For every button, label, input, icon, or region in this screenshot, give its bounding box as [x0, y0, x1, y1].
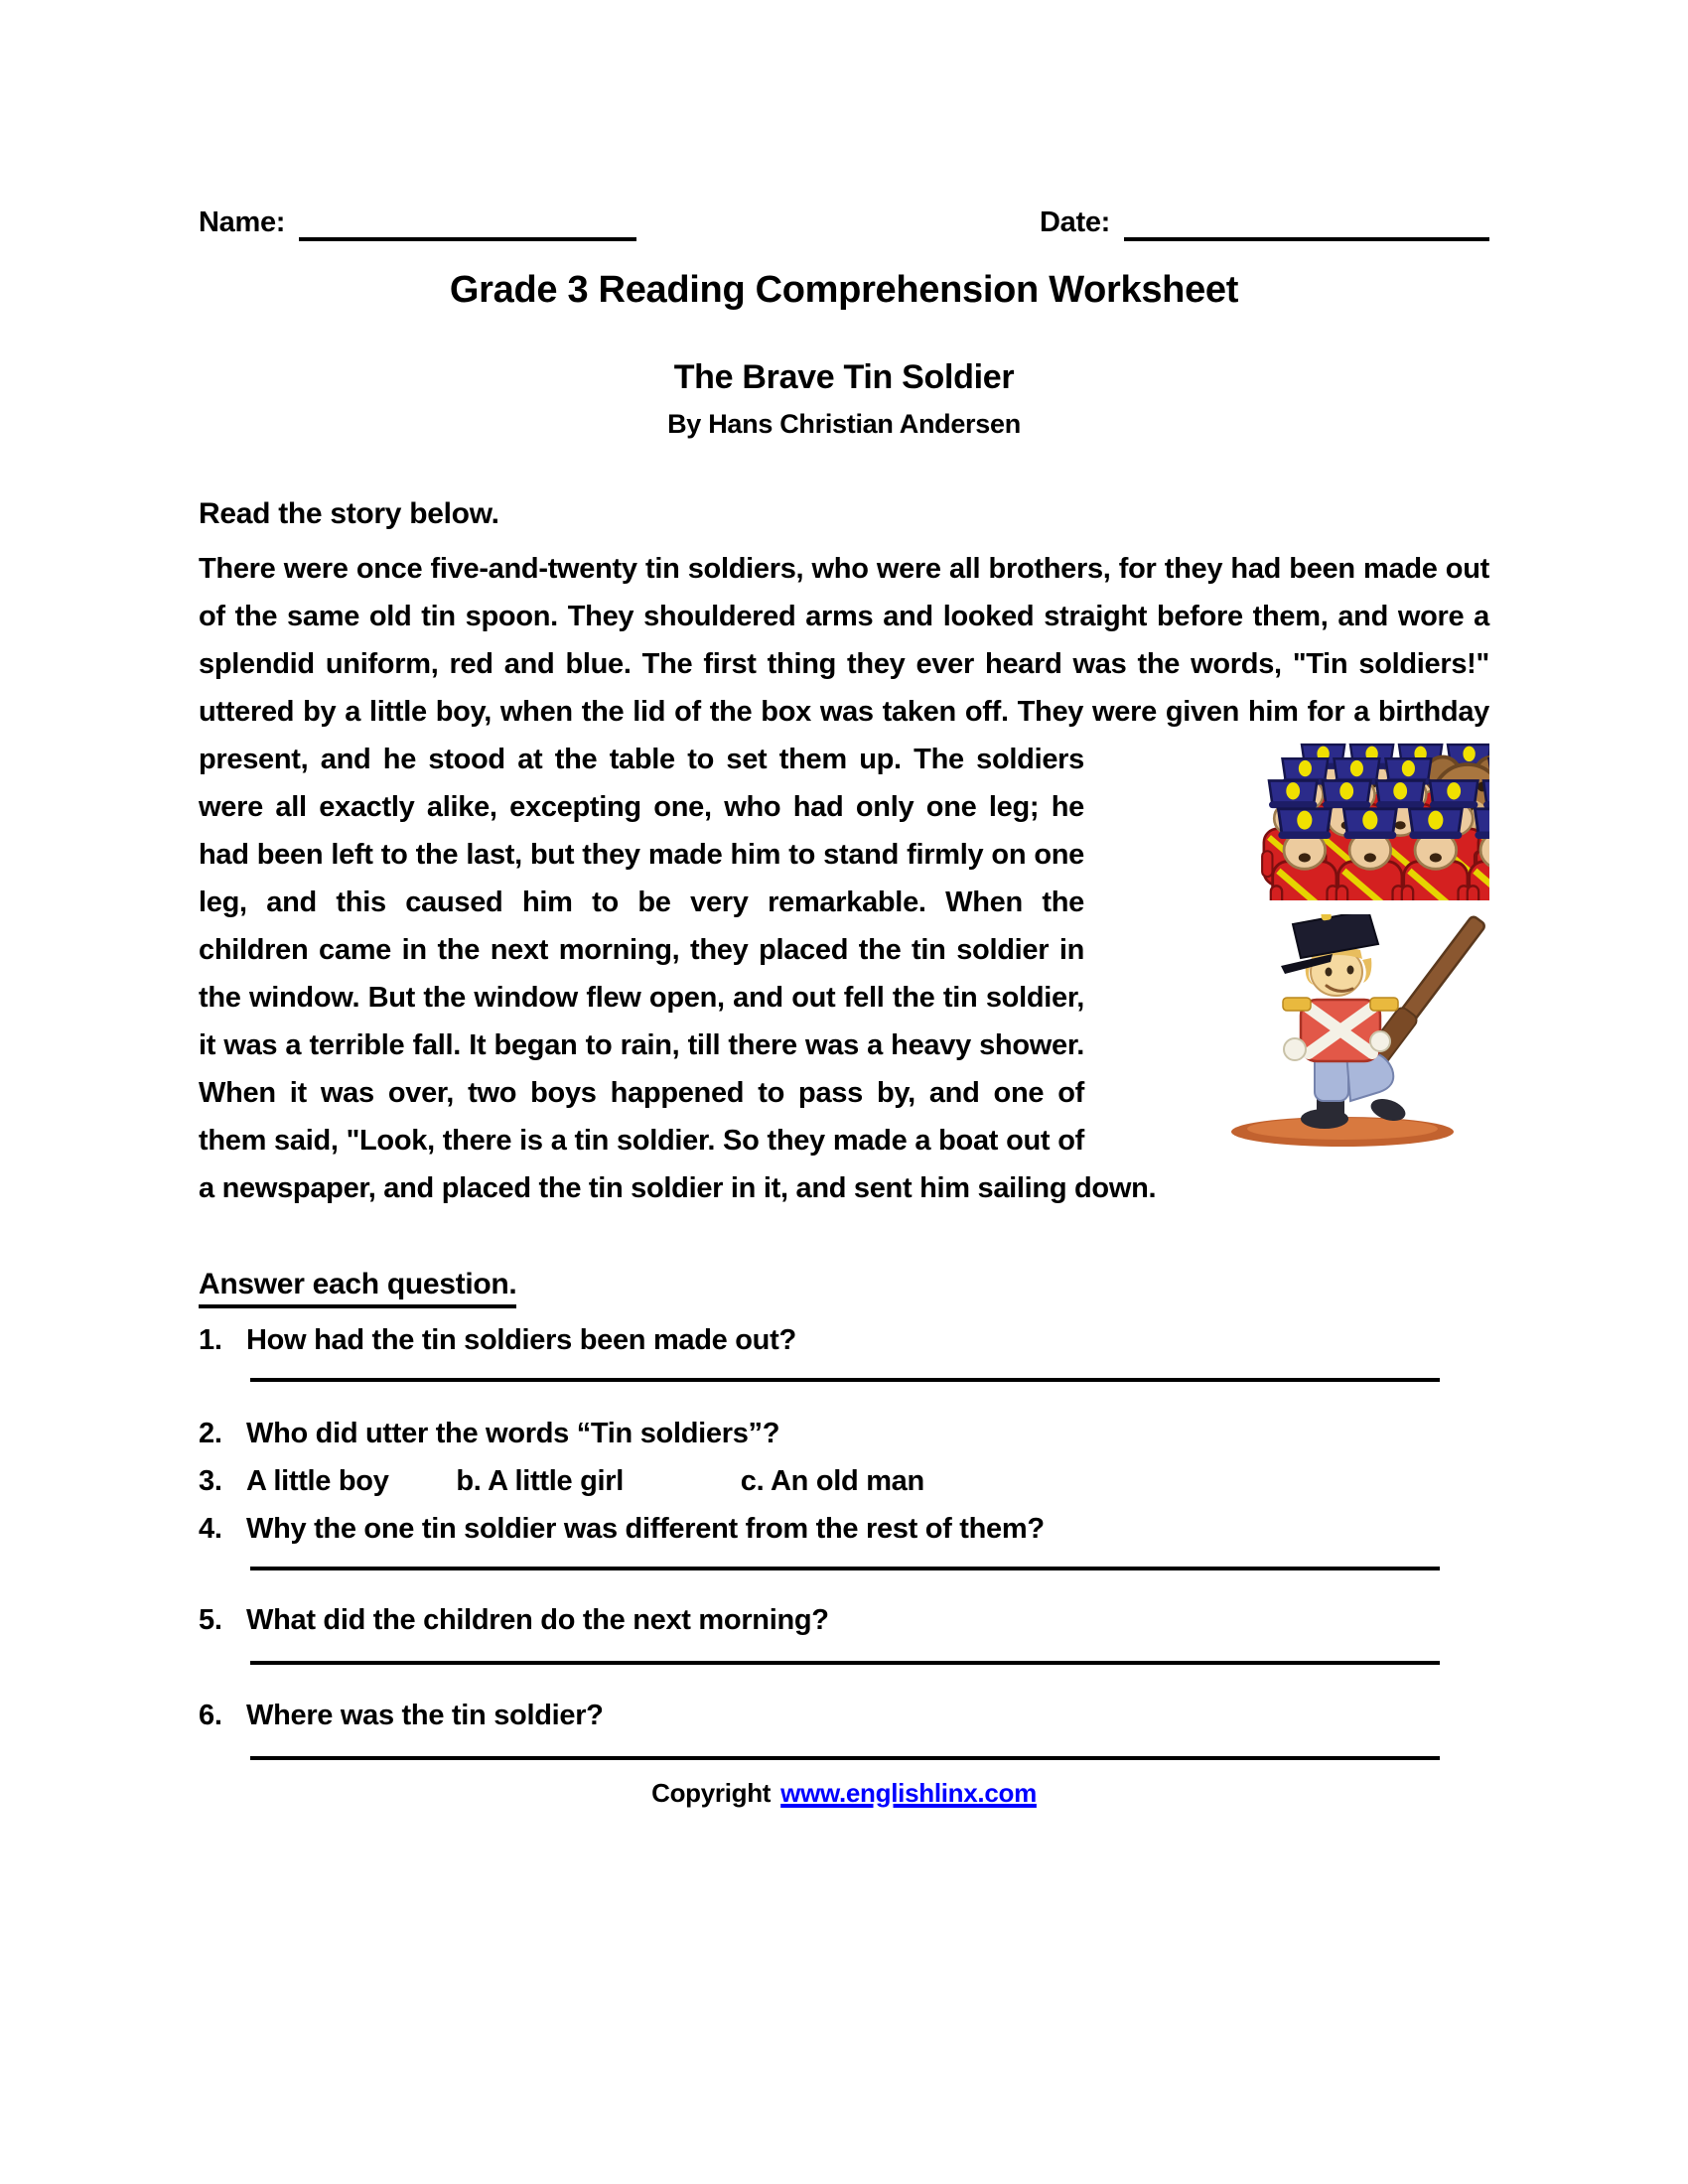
answer-heading: Answer each question. [199, 1268, 1489, 1308]
question-6 [199, 1692, 1489, 1739]
option-c: c. An old man [740, 1464, 924, 1497]
story-author: By Hans Christian Andersen [667, 408, 1021, 439]
question-text: Where was the tin soldier? [246, 1699, 604, 1731]
question-text: Why the one tin soldier was different from the rest of them? [246, 1512, 1045, 1545]
question-3 [199, 1457, 1489, 1505]
answer-line-2 [250, 1567, 1440, 1570]
date-field-group [1040, 206, 1489, 241]
answer-line-3 [250, 1661, 1440, 1665]
story-paragraph [199, 545, 1489, 1212]
read-instruction: Read the story below. [199, 496, 499, 530]
date-label: Date: [1039, 206, 1110, 238]
name-label: Name: [199, 206, 286, 238]
question-4 [199, 1505, 1489, 1553]
name-field-group [199, 206, 636, 241]
header-fields [199, 206, 1489, 241]
story-text-part1: There were once five-and-twenty tin soldiers, who were all brothers, for they had been made out of the same old tin spoon. They shouldered arms and looked straight before them, and wore a splendid uniform, red and blue. The first thing they ever heard was the words, "Tin soldiers!" uttered by a little boy, when the lid of the box was taken off. They were given him for a birthday [199, 552, 1489, 728]
worksheet-title: Grade 3 Reading Comprehension Worksheet [449, 269, 1239, 311]
question-number: 5. [199, 1603, 222, 1636]
question-text: What did the children do the next morning? [246, 1603, 829, 1636]
answer-line-1 [250, 1378, 1440, 1382]
question-number: 4. [199, 1512, 222, 1545]
question-1 [199, 1316, 1489, 1364]
question-text: Who did utter the words “Tin soldiers”? [246, 1417, 780, 1449]
question-number: 3. [199, 1464, 222, 1497]
story-text-part2: present, and he stood at the table to set them up. The soldiers were all exactly alike, excepting one, who had only one leg; he had been left to the last, but they made him to stand firmly on one leg, and this caused him to be very remarkable. When the children came in the next morning, they placed the tin soldier in the window. But the window flew open, and out fell the tin soldier, it was a terrible fall. It began to rain, till there was a heavy shower. When it was over, two boys happened to pass by, and one of them said, "Look, there is a tin soldier. So they made a boat out of a newspaper, and placed the tin soldier in it, and sent him sailing down. [199, 743, 1157, 1204]
tin-soldier-rifle-image [1221, 914, 1489, 1151]
copyright-label: Copyright [651, 1777, 772, 1808]
question-options [246, 1457, 1489, 1505]
question-5 [199, 1596, 1489, 1644]
story-illustrations [1100, 742, 1489, 1151]
tin-soldiers-group-image [1100, 742, 1489, 900]
date-blank-line [1124, 207, 1489, 241]
englishlinx-link[interactable]: www.englishlinx.com [780, 1777, 1037, 1808]
question-number: 2. [199, 1417, 222, 1449]
question-2 [199, 1410, 1489, 1457]
option-b: b. A little girl [456, 1464, 624, 1497]
answer-line-4 [250, 1756, 1440, 1760]
question-number: 6. [199, 1699, 222, 1731]
footer [199, 1778, 1489, 1809]
option-a: A little boy [246, 1464, 389, 1497]
question-number: 1. [199, 1323, 222, 1356]
question-text: How had the tin soldiers been made out? [246, 1323, 796, 1356]
name-blank-line [299, 207, 636, 241]
story-title: The Brave Tin Soldier [673, 357, 1015, 396]
